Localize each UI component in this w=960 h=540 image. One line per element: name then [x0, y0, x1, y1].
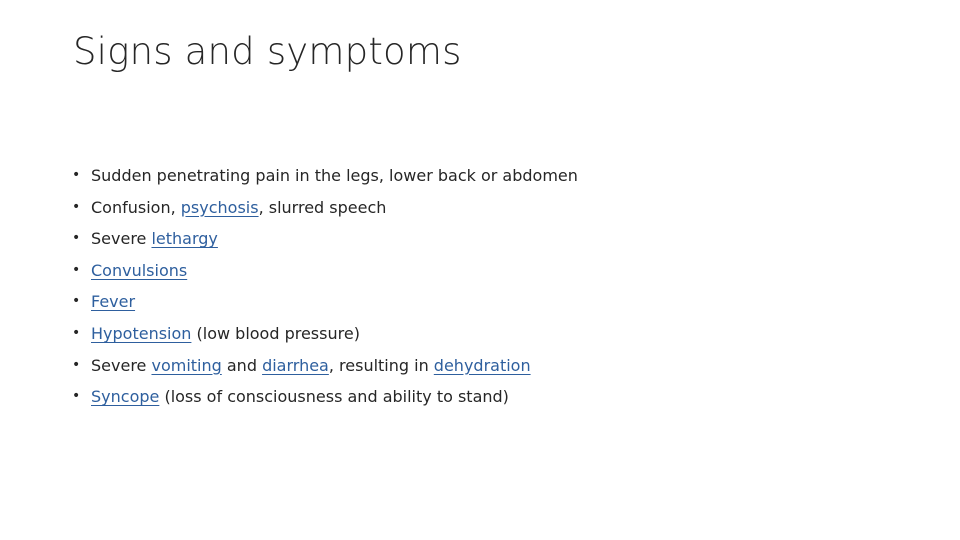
bullet-text: (loss of consciousness and ability to stand) [159, 387, 509, 407]
bullet-item [72, 318, 872, 350]
bullet-link[interactable]: vomiting [151, 355, 222, 375]
bullet-dot-icon: • [72, 324, 81, 341]
bullet-item [72, 286, 872, 318]
bullet-text: , resulting in [328, 355, 434, 375]
bullet-dot-icon: • [72, 261, 81, 278]
bullet-dot-icon: • [72, 230, 81, 247]
bullet-item [72, 223, 872, 255]
bullet-list [72, 160, 872, 413]
bullet-text: Sudden penetrating pain in the legs, lower back or abdomen [91, 166, 578, 185]
bullet-text: Severe [91, 355, 152, 375]
bullet-link[interactable]: Fever [91, 292, 136, 312]
bullet-link[interactable]: psychosis [180, 197, 259, 217]
bullet-dot-icon: • [72, 198, 81, 215]
bullet-text: and [221, 355, 263, 375]
bullet-link[interactable]: diarrhea [262, 355, 329, 375]
bullet-dot-icon: • [72, 293, 81, 310]
bullet-dot-icon: • [72, 388, 81, 405]
bullet-text: , slurred speech [258, 197, 387, 217]
slide-title: Signs and symptoms [73, 30, 462, 73]
bullet-dot-icon: • [72, 167, 81, 183]
bullet-item [72, 350, 872, 382]
bullet-text: Severe [91, 229, 152, 249]
bullet-text: Confusion, [91, 197, 181, 217]
bullet-item [72, 192, 872, 224]
bullet-link[interactable]: Syncope [91, 387, 160, 407]
bullet-item [72, 381, 872, 413]
bullet-item [72, 255, 872, 287]
bullet-dot-icon: • [72, 356, 81, 373]
bullet-text: (low blood pressure) [191, 323, 360, 343]
bullet-link[interactable]: dehydration [433, 355, 531, 375]
bullet-link[interactable]: Hypotension [91, 323, 192, 343]
bullet-link[interactable]: lethargy [151, 229, 218, 249]
bullet-link[interactable]: Convulsions [91, 260, 188, 280]
bullet-item [72, 160, 872, 192]
